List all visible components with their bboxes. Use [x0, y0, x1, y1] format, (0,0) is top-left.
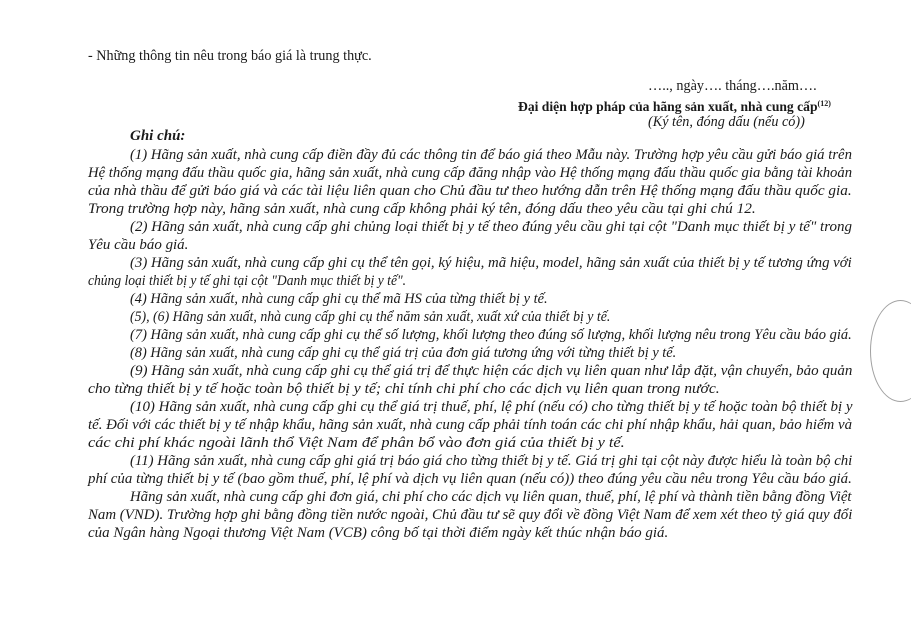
- note-line: (10) Hãng sản xuất, nhà cung cấp ghi cụ thể giá trị thuế, phí, lệ phí (nếu có) cho từng thiết bị y tế hoặc toàn bộ thiết bị y: [130, 399, 853, 415]
- note-line: (7) Hãng sản xuất, nhà cung cấp ghi cụ thể số lượng, khối lượng theo đúng số lượng, khối lượng nêu trong Yêu cầu báo giá.: [130, 327, 852, 343]
- note-line: (8) Hãng sản xuất, nhà cung cấp ghi cụ thể giá trị của đơn giá tương ứng với từng thiết bị y tế.: [130, 345, 677, 361]
- note-line: cho từng thiết bị y tế hoặc toàn bộ thiết bị y tế; chỉ tính chi phí cho các dịch vụ liên quan trong nước.: [88, 381, 720, 397]
- note-line: Hệ thống mạng đấu thầu quốc gia, hãng sản xuất, nhà cung cấp đăng nhập vào Hệ thống mạng đấu thầu quốc gia bằng tài khoản: [88, 165, 853, 181]
- note-line: phí của từng thiết bị y tế (bao gồm thuế, phí, lệ phí và dịch vụ liên quan (nếu có)) theo đúng yêu cầu nêu trong Yêu cầu báo giá.: [88, 471, 852, 487]
- note-line: của nhà thầu để gửi báo giá và các tài liệu liên quan cho Chủ đầu tư theo hướng dẫn trên Hệ thống mạng đấu thầu quốc gia.: [88, 183, 852, 199]
- note-line: Hãng sản xuất, nhà cung cấp ghi đơn giá, chi phí cho các dịch vụ liên quan, thuế, phí, lệ phí và thành tiền bằng đồng Việt: [130, 489, 852, 505]
- note-line: Yêu cầu báo giá.: [88, 237, 189, 253]
- truthfulness-statement: - Những thông tin nêu trong báo giá là trung thực.: [88, 48, 372, 64]
- sign-note: (Ký tên, đóng dấu (nếu có)): [648, 114, 805, 130]
- note-line: (3) Hãng sản xuất, nhà cung cấp ghi cụ thể tên gọi, ký hiệu, mã hiệu, model, hãng sản xuất của thiết bị y tế tương ứng với: [130, 255, 852, 271]
- note-line: tế. Đối với các thiết bị y tế nhập khẩu, hãng sản xuất, nhà cung cấp phải tính toán các chi phí nhập khẩu, hải quan, bảo hiểm và: [88, 417, 853, 433]
- representative-title-text: Đại diện hợp pháp của hãng sản xuất, nhà cung cấp: [518, 99, 818, 114]
- notes-heading: Ghi chú:: [130, 128, 186, 144]
- note-line: (11) Hãng sản xuất, nhà cung cấp ghi giá trị báo giá cho từng thiết bị y tế. Giá trị ghi tại cột này được hiểu là toàn bộ chi: [130, 453, 853, 469]
- note-line: Nam (VND). Trường hợp ghi bằng đồng tiền nước ngoài, Chủ đầu tư sẽ quy đổi về đồng Việt Nam để xem xét theo tỷ giá quy đổi: [88, 507, 853, 523]
- note-line: của Ngân hàng Ngoại thương Việt Nam (VCB) công bố tại thời điểm ngày kết thúc nhận báo giá.: [88, 525, 669, 541]
- note-line: (9) Hãng sản xuất, nhà cung cấp ghi cụ thể giá trị để thực hiện các dịch vụ liên quan như lắp đặt, vận chuyển, bảo quản: [130, 363, 853, 379]
- note-line: chủng loại thiết bị y tế ghi tại cột "Danh mục thiết bị y tế".: [88, 273, 407, 289]
- note-line: (5), (6) Hãng sản xuất, nhà cung cấp ghi cụ thể năm sản xuất, xuất xứ của thiết bị y tế.: [130, 309, 611, 325]
- note-line: các chi phí khác ngoài lãnh thổ Việt Nam để phân bổ vào đơn giá của thiết bị y tế.: [88, 435, 625, 451]
- note-line: (4) Hãng sản xuất, nhà cung cấp ghi cụ thể mã HS của từng thiết bị y tế.: [130, 291, 548, 307]
- date-line: ….., ngày…. tháng….năm….: [648, 78, 817, 94]
- stamp-fragment: [870, 300, 911, 402]
- representative-ref: (12): [817, 99, 831, 108]
- note-line: Trong trường hợp này, hãng sản xuất, nhà cung cấp không phải ký tên, đóng dấu theo yêu cầu tại ghi chú 12.: [88, 201, 756, 217]
- note-line: (1) Hãng sản xuất, nhà cung cấp điền đầy đủ các thông tin để báo giá theo Mẫu này. Trường hợp yêu cầu gửi báo giá trên: [130, 147, 852, 163]
- note-line: (2) Hãng sản xuất, nhà cung cấp ghi chủng loại thiết bị y tế theo đúng yêu cầu ghi tại cột "Danh mục thiết bị y tế" trong: [130, 219, 853, 235]
